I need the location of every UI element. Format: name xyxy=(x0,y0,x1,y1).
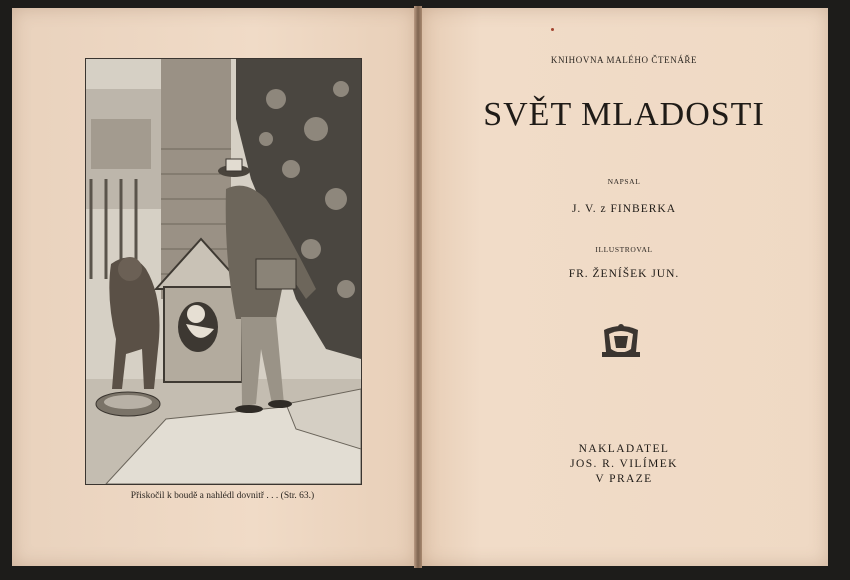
illustration-caption: Přiskočil k boudě a nahlédl dovnitř . . . (Str. 63.) xyxy=(130,491,315,501)
publisher-emblem-icon xyxy=(600,322,642,362)
paper-mark xyxy=(551,28,554,31)
frontispiece-illustration xyxy=(85,58,362,485)
book-title: SVĚT MLADOSTI xyxy=(483,96,765,133)
series-name: KNIHOVNA MALÉHO ČTENÁŘE xyxy=(550,55,698,65)
publisher-name: JOS. R. VILÍMEK xyxy=(570,458,678,470)
publication-place: V PRAZE xyxy=(595,473,653,485)
illustrator-label: ILLUSTROVAL xyxy=(595,245,653,254)
author-name: J. V. z FINBERKA xyxy=(571,203,677,215)
illustrator-name: FR. ŽENÍŠEK JUN. xyxy=(568,268,680,280)
publisher-label: NAKLADATEL xyxy=(578,443,670,455)
author-label: NAPSAL xyxy=(607,177,641,186)
